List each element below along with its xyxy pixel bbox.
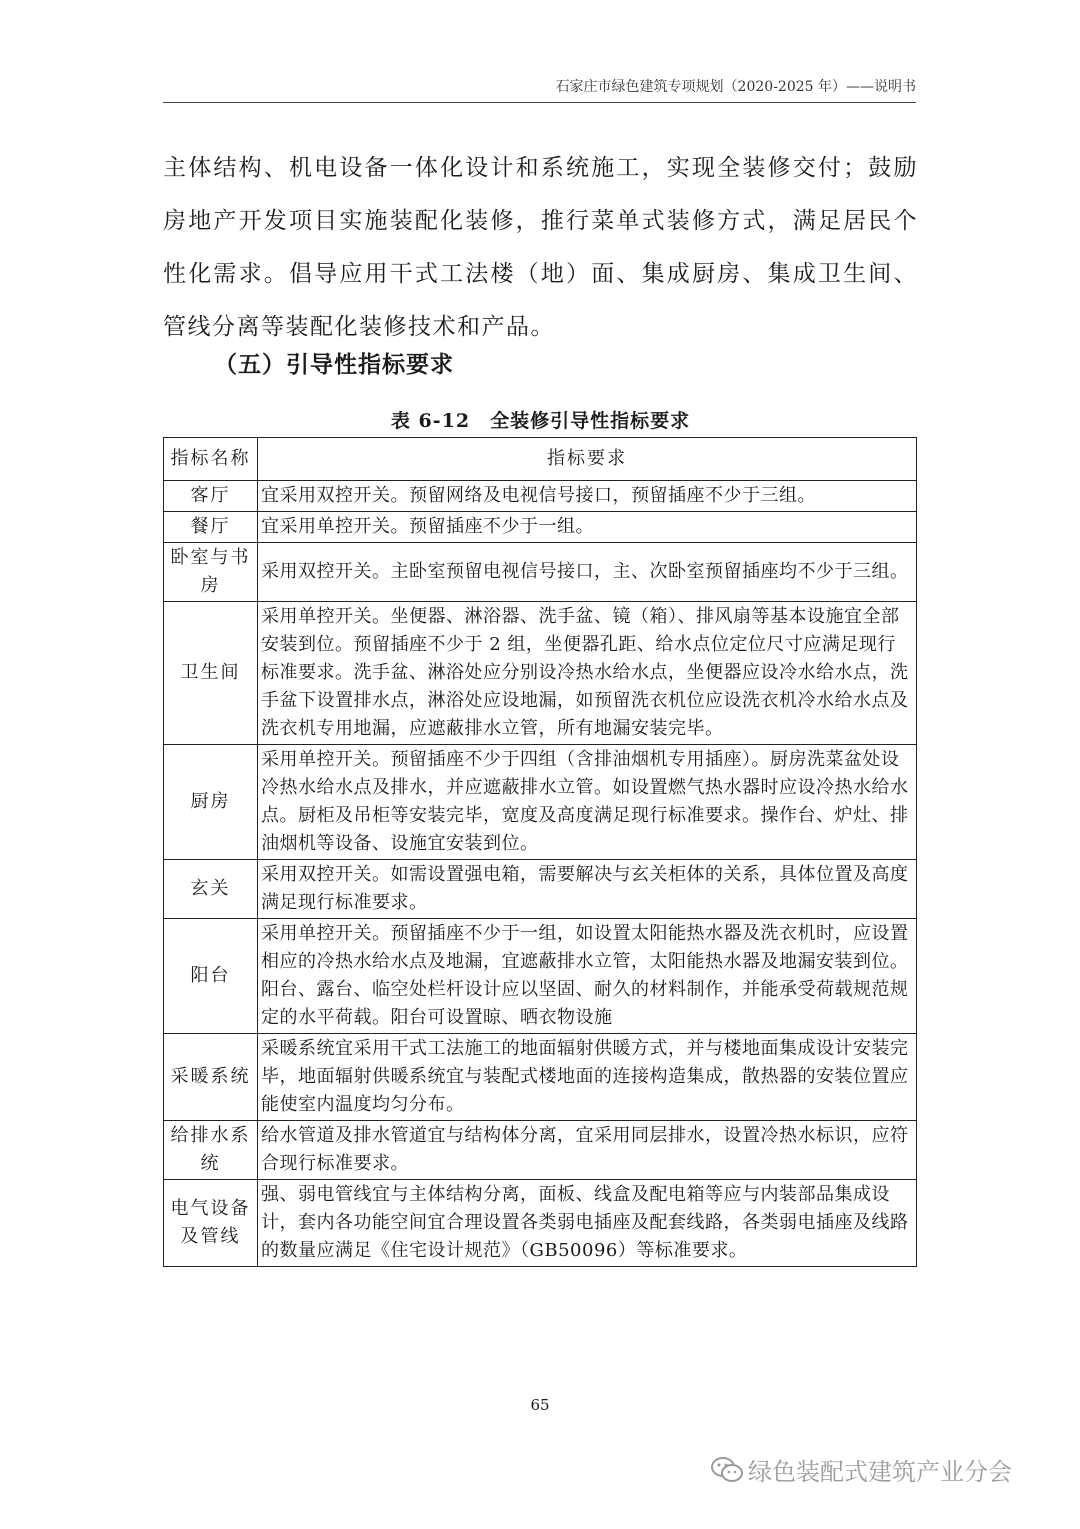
- table-row: [164, 919, 917, 1034]
- row-name: 卧室与书房: [164, 543, 258, 602]
- row-requirement: 采暖系统宜采用干式工法施工的地面辐射供暖方式，并与楼地面集成设计安装完毕，地面辐射供暖系统宜与装配式楼地面的连接构造集成，散热器的安装位置应能使室内温度均匀分布。: [258, 1034, 917, 1121]
- table-header-row: [164, 438, 917, 481]
- row-name: 客厅: [164, 481, 258, 512]
- wechat-icon: [710, 1456, 744, 1484]
- section-heading: （五）引导性指标要求: [214, 351, 454, 378]
- table-row: [164, 1034, 917, 1121]
- row-name: 阳台: [164, 919, 258, 1034]
- column-header-name: 指标名称: [164, 438, 258, 481]
- column-header-requirement: 指标要求: [258, 438, 917, 481]
- row-requirement: 采用单控开关。坐便器、淋浴器、洗手盆、镜（箱）、排风扇等基本设施宜全部安装到位。预留插座不少于 2 组，坐便器孔距、给水点位定位尺寸应满足现行标准要求。洗手盆、淋浴处应分别设冷热水给水点，坐便器应设冷水给水点，洗手盆下设置排水点，淋浴处应设地漏，如预留洗衣机位应设洗衣机冷水给水点及洗衣机专用地漏，应遮蔽排水立管，所有地漏安装完毕。: [258, 602, 917, 745]
- page-header: 石家庄市绿色建筑专项规划（2020-2025 年）——说明书: [163, 76, 916, 103]
- body-paragraph: 主体结构、机电设备一体化设计和系统施工，实现全装修交付；鼓励房地产开发项目实施装配化装修，推行菜单式装修方式，满足居民个性化需求。倡导应用干式工法楼（地）面、集成厨房、集成卫生间、管线分离等装配化装修技术和产品。: [163, 155, 918, 340]
- table-row: [164, 512, 917, 543]
- watermark-text: 绿色装配式建筑产业分会: [748, 1458, 1012, 1486]
- table-row: [164, 1180, 917, 1267]
- row-requirement: 采用双控开关。如需设置强电箱，需要解决与玄关柜体的关系，具体位置及高度满足现行标准要求。: [258, 860, 917, 919]
- table-row: [164, 745, 917, 860]
- row-requirement: 采用单控开关。预留插座不少于一组，如设置太阳能热水器及洗衣机时，应设置相应的冷热水给水点及地漏，宜遮蔽排水立管，太阳能热水器及地漏安装到位。阳台、露台、临空处栏杆设计应以坚固、耐久的材料制作，并能承受荷载规范规定的水平荷载。阳台可设置晾、晒衣物设施: [258, 919, 917, 1034]
- row-requirement: 宜采用单控开关。预留插座不少于一组。: [258, 512, 917, 543]
- row-name: 电气设备及管线: [164, 1180, 258, 1267]
- row-name: 卫生间: [164, 602, 258, 745]
- table-row: [164, 1121, 917, 1180]
- table-row: [164, 860, 917, 919]
- requirements-table: [163, 437, 917, 1267]
- row-name: 厨房: [164, 745, 258, 860]
- row-name: 玄关: [164, 860, 258, 919]
- row-name: 餐厅: [164, 512, 258, 543]
- table-caption: 表 6-12 全装修引导性指标要求: [390, 410, 691, 432]
- row-name: 采暖系统: [164, 1034, 258, 1121]
- watermark: [710, 1452, 1012, 1487]
- table-row: [164, 602, 917, 745]
- row-requirement: 给水管道及排水管道宜与结构体分离，宜采用同层排水，设置冷热水标识，应符合现行标准要求。: [258, 1121, 917, 1180]
- table-row: [164, 543, 917, 602]
- row-requirement: 采用双控开关。主卧室预留电视信号接口，主、次卧室预留插座均不少于三组。: [258, 543, 917, 602]
- row-name: 给排水系统: [164, 1121, 258, 1180]
- page-number: 65: [530, 1396, 550, 1414]
- table-row: [164, 481, 917, 512]
- row-requirement: 强、弱电管线宜与主体结构分离，面板、线盒及配电箱等应与内装部品集成设计，套内各功能空间宜合理设置各类弱电插座及配套线路，各类弱电插座及线路的数量应满足《住宅设计规范》（GB50096）等标准要求。: [258, 1180, 917, 1267]
- row-requirement: 采用单控开关。预留插座不少于四组（含排油烟机专用插座）。厨房洗菜盆处设冷热水给水点及排水，并应遮蔽排水立管。如设置燃气热水器时应设冷热水给水点。厨柜及吊柜等安装完毕，宽度及高度满足现行标准要求。操作台、炉灶、排油烟机等设备、设施宜安装到位。: [258, 745, 917, 860]
- row-requirement: 宜采用双控开关。预留网络及电视信号接口，预留插座不少于三组。: [258, 481, 917, 512]
